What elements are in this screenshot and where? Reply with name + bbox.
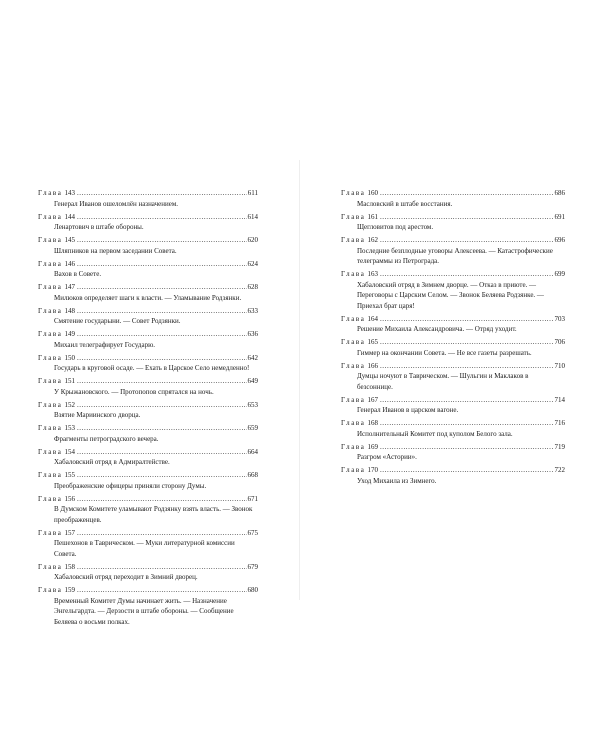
dot-leader bbox=[380, 418, 554, 429]
chapter-number: 148 bbox=[64, 306, 75, 315]
toc-entry bbox=[38, 447, 258, 468]
toc-entry bbox=[38, 235, 258, 256]
dot-leader bbox=[77, 212, 247, 223]
dot-leader bbox=[77, 353, 247, 364]
dot-leader bbox=[77, 470, 247, 481]
page-number: 611 bbox=[247, 189, 258, 197]
chapter-label: Глава bbox=[341, 361, 366, 370]
page-number: 722 bbox=[554, 466, 565, 474]
chapter-summary: Государь в круговой осаде. — Ехать в Царское Село немедленно! bbox=[54, 364, 250, 372]
page-number: 659 bbox=[247, 424, 258, 432]
chapter-summary: В Думском Комитете уламывают Родзянку взять власть. — Звонок преображенцев. bbox=[54, 505, 253, 524]
dot-leader bbox=[77, 329, 247, 340]
chapter-summary: Думцы ночуют в Таврическом. — Шульгин и Маклаков в безсоннице. bbox=[357, 372, 529, 391]
chapter-summary: Последние безплодные уговоры Алексеева. — Катастрофические телеграммы из Петрограда. bbox=[357, 246, 553, 265]
chapter-label: Глава bbox=[38, 189, 63, 197]
chapter-summary: Хабаловский отряд в Адмиралтействе. bbox=[54, 458, 170, 466]
chapter-summary: Хабаловский отряд переходит в Зимний дворец. bbox=[54, 573, 198, 581]
chapter-summary: Взятие Мариинского дворца. bbox=[54, 411, 141, 419]
page-number: 668 bbox=[247, 471, 258, 479]
page-number: 719 bbox=[554, 442, 565, 451]
chapter-summary: У Крыжановского. — Протопопов спрятался на ночь. bbox=[54, 387, 214, 396]
toc-entry bbox=[38, 212, 258, 233]
chapter-label: Глава bbox=[341, 442, 366, 451]
chapter-number: 158 bbox=[64, 562, 75, 571]
toc-entry bbox=[341, 442, 565, 463]
dot-leader bbox=[77, 282, 247, 293]
chapter-label: Глава bbox=[341, 466, 366, 474]
chapter-label: Глава bbox=[341, 189, 366, 197]
page-number: 710 bbox=[554, 361, 565, 370]
dot-leader bbox=[380, 465, 554, 476]
toc-entry bbox=[341, 314, 565, 335]
toc-entry-heading bbox=[38, 562, 258, 573]
chapter-number: 167 bbox=[367, 395, 378, 404]
page-number: 691 bbox=[554, 212, 565, 221]
chapter-label: Глава bbox=[38, 236, 63, 244]
chapter-summary: Хабаловский отряд в Зимнем дворце. — Отказ в приюте. — Переговоры с Царским Селом. — Звонок Беляева Родзянке. — Приехал брат царя! bbox=[357, 280, 544, 310]
dot-leader bbox=[380, 269, 554, 280]
page-gutter bbox=[299, 160, 300, 600]
page-number: 653 bbox=[247, 400, 258, 409]
dot-leader bbox=[77, 306, 247, 317]
chapter-number: 147 bbox=[64, 283, 75, 291]
page-number: 714 bbox=[554, 395, 565, 404]
page-number: 649 bbox=[247, 377, 258, 385]
toc-entry bbox=[38, 562, 258, 583]
chapter-label: Глава bbox=[38, 377, 63, 385]
toc-entry bbox=[38, 528, 258, 560]
chapter-number: 155 bbox=[64, 471, 75, 479]
chapter-number: 161 bbox=[367, 212, 378, 221]
chapter-label: Глава bbox=[38, 494, 63, 503]
chapter-number: 170 bbox=[367, 466, 378, 474]
dot-leader bbox=[77, 528, 247, 539]
toc-entry bbox=[38, 306, 258, 327]
toc-entry-heading bbox=[341, 235, 565, 246]
chapter-label: Глава bbox=[38, 528, 63, 537]
chapter-number: 157 bbox=[64, 528, 75, 537]
toc-entry bbox=[38, 282, 258, 303]
toc-entry-heading bbox=[341, 188, 565, 199]
toc-entry-heading bbox=[341, 395, 565, 406]
chapter-summary: Щегловитов под арестом. bbox=[357, 223, 434, 231]
toc-entry-heading bbox=[38, 423, 258, 434]
toc-entry bbox=[341, 465, 565, 486]
page-number: 624 bbox=[247, 259, 258, 268]
chapter-number: 154 bbox=[64, 447, 75, 456]
chapter-summary: Михаил телеграфирует Государю. bbox=[54, 340, 156, 349]
toc-entry-heading bbox=[38, 259, 258, 270]
toc-entry-heading bbox=[341, 314, 565, 325]
toc-entry-heading bbox=[38, 188, 258, 199]
chapter-label: Глава bbox=[38, 259, 63, 268]
toc-column-left bbox=[38, 188, 258, 630]
chapter-number: 143 bbox=[64, 189, 75, 197]
dot-leader bbox=[77, 188, 247, 199]
chapter-summary: Смятение государыни. — Совет Родзянки. bbox=[54, 317, 181, 325]
chapter-label: Глава bbox=[38, 471, 63, 479]
page-number: 642 bbox=[247, 353, 258, 362]
toc-entry bbox=[38, 423, 258, 444]
toc-entry bbox=[341, 337, 565, 358]
chapter-summary: Гиммер на окончании Совета. — Не все газеты разрешать. bbox=[357, 348, 532, 357]
dot-leader bbox=[380, 395, 554, 406]
toc-entry-heading bbox=[341, 337, 565, 348]
dot-leader bbox=[77, 562, 247, 573]
dot-leader bbox=[77, 423, 247, 434]
chapter-summary: Разгром «Астории». bbox=[357, 453, 417, 461]
page-number: 703 bbox=[554, 314, 565, 323]
dot-leader bbox=[380, 314, 554, 325]
page-number: 675 bbox=[247, 528, 258, 537]
toc-entry-heading bbox=[38, 353, 258, 364]
dot-leader bbox=[380, 361, 554, 372]
toc-entry bbox=[38, 470, 258, 491]
chapter-label: Глава bbox=[38, 447, 63, 456]
page-number: 680 bbox=[247, 586, 258, 594]
toc-entry bbox=[38, 353, 258, 374]
toc-entry-heading bbox=[38, 376, 258, 387]
toc-entry bbox=[38, 494, 258, 526]
toc-entry bbox=[341, 269, 565, 311]
toc-entry-heading bbox=[38, 212, 258, 223]
toc-entry-heading bbox=[38, 494, 258, 505]
chapter-number: 169 bbox=[367, 442, 378, 451]
dot-leader bbox=[77, 376, 247, 387]
dot-leader bbox=[77, 585, 247, 596]
page-number: 636 bbox=[247, 330, 258, 338]
toc-entry-heading bbox=[341, 465, 565, 476]
dot-leader bbox=[77, 400, 247, 411]
chapter-summary: Генерал Иванов в царском вагоне. bbox=[357, 406, 459, 414]
chapter-label: Глава bbox=[38, 353, 63, 362]
page-number: 633 bbox=[247, 306, 258, 315]
toc-entry bbox=[341, 361, 565, 393]
dot-leader bbox=[380, 188, 554, 199]
chapter-summary: Фрагменты петроградского вечера. bbox=[54, 434, 159, 443]
chapter-label: Глава bbox=[341, 419, 366, 427]
toc-entry-heading bbox=[341, 269, 565, 280]
chapter-label: Глава bbox=[38, 562, 63, 571]
chapter-label: Глава bbox=[341, 395, 366, 404]
chapter-number: 149 bbox=[64, 330, 75, 338]
chapter-label: Глава bbox=[38, 400, 63, 409]
chapter-label: Глава bbox=[341, 270, 366, 278]
dot-leader bbox=[77, 494, 247, 505]
toc-entry-heading bbox=[38, 282, 258, 293]
chapter-label: Глава bbox=[38, 586, 63, 594]
dot-leader bbox=[380, 337, 554, 348]
toc-entry-heading bbox=[341, 361, 565, 372]
toc-entry bbox=[341, 418, 565, 439]
chapter-summary: Ленартович в штабе обороны. bbox=[54, 223, 144, 231]
page-number: 686 bbox=[554, 189, 565, 197]
toc-entry bbox=[38, 400, 258, 421]
toc-entry-heading bbox=[38, 306, 258, 317]
chapter-summary: Шляпников на первом заседании Совета. bbox=[54, 246, 177, 255]
chapter-number: 162 bbox=[367, 236, 378, 244]
chapter-label: Глава bbox=[341, 212, 366, 221]
chapter-number: 153 bbox=[64, 424, 75, 432]
chapter-label: Глава bbox=[38, 306, 63, 315]
page-number: 664 bbox=[247, 447, 258, 456]
toc-entry-heading bbox=[38, 585, 258, 596]
dot-leader bbox=[77, 447, 247, 458]
dot-leader bbox=[380, 442, 554, 453]
toc-entry bbox=[38, 585, 258, 627]
chapter-label: Глава bbox=[38, 283, 63, 291]
toc-entry-heading bbox=[341, 442, 565, 453]
chapter-summary: Уход Михаила из Зимнего. bbox=[357, 476, 437, 485]
toc-entry bbox=[341, 395, 565, 416]
toc-entry-heading bbox=[38, 447, 258, 458]
chapter-label: Глава bbox=[38, 424, 63, 432]
toc-entry bbox=[38, 259, 258, 280]
toc-entry-heading bbox=[38, 400, 258, 411]
page-number: 696 bbox=[554, 236, 565, 244]
toc-entry-heading bbox=[38, 470, 258, 481]
toc-entry bbox=[341, 212, 565, 233]
chapter-label: Глава bbox=[341, 314, 366, 323]
toc-entry bbox=[38, 329, 258, 350]
chapter-label: Глава bbox=[341, 338, 366, 346]
toc-entry-heading bbox=[38, 235, 258, 246]
dot-leader bbox=[77, 259, 247, 270]
page-number: 716 bbox=[554, 419, 565, 427]
toc-entry-heading bbox=[341, 212, 565, 223]
chapter-number: 152 bbox=[64, 400, 75, 409]
page-number: 706 bbox=[554, 338, 565, 346]
chapter-number: 146 bbox=[64, 259, 75, 268]
chapter-summary: Вахов в Совете. bbox=[54, 270, 102, 278]
chapter-summary: Преображенские офицеры приняли сторону Думы. bbox=[54, 481, 207, 490]
chapter-summary: Исполнительный Комитет под куполом Белого зала. bbox=[357, 429, 513, 438]
toc-column-right bbox=[341, 188, 565, 489]
chapter-number: 150 bbox=[64, 353, 75, 362]
chapter-number: 163 bbox=[367, 270, 378, 278]
toc-entry-heading bbox=[38, 528, 258, 539]
toc-entry bbox=[341, 188, 565, 209]
chapter-number: 144 bbox=[64, 212, 75, 221]
chapter-number: 151 bbox=[64, 377, 75, 385]
chapter-number: 156 bbox=[64, 494, 75, 503]
chapter-number: 159 bbox=[64, 586, 75, 594]
toc-entry bbox=[341, 235, 565, 267]
chapter-label: Глава bbox=[341, 236, 366, 244]
chapter-label: Глава bbox=[38, 212, 63, 221]
chapter-summary: Масловский в штабе восстания. bbox=[357, 199, 453, 208]
dot-leader bbox=[380, 235, 554, 246]
chapter-number: 165 bbox=[367, 338, 378, 346]
dot-leader bbox=[380, 212, 554, 223]
toc-entry bbox=[38, 376, 258, 397]
chapter-number: 164 bbox=[367, 314, 378, 323]
chapter-summary: Решение Михаила Александровича. — Отряд уходит. bbox=[357, 325, 517, 333]
page-number: 671 bbox=[247, 494, 258, 503]
chapter-summary: Пешехонов в Таврическом. — Муки литературной комиссии Совета. bbox=[54, 539, 235, 558]
page-number: 679 bbox=[247, 562, 258, 571]
page-number: 620 bbox=[247, 236, 258, 244]
chapter-number: 160 bbox=[367, 189, 378, 197]
dot-leader bbox=[77, 235, 247, 246]
page-number: 699 bbox=[554, 270, 565, 278]
chapter-summary: Милюков определяет шаги к власти. — Уламывание Родзянки. bbox=[54, 293, 242, 302]
chapter-summary: Генерал Иванов ошеломлён назначением. bbox=[54, 199, 179, 208]
chapter-number: 166 bbox=[367, 361, 378, 370]
chapter-number: 145 bbox=[64, 236, 75, 244]
page-number: 628 bbox=[247, 283, 258, 291]
chapter-summary: Временный Комитет Думы начинает жить. — Назначение Энгельгардта. — Дерзости в штабе обороны. — Сообщение Беляева о восьми полках. bbox=[54, 596, 234, 626]
toc-entry-heading bbox=[341, 418, 565, 429]
page-number: 614 bbox=[247, 212, 258, 221]
chapter-label: Глава bbox=[38, 330, 63, 338]
toc-entry bbox=[38, 188, 258, 209]
toc-entry-heading bbox=[38, 329, 258, 340]
chapter-number: 168 bbox=[367, 419, 378, 427]
